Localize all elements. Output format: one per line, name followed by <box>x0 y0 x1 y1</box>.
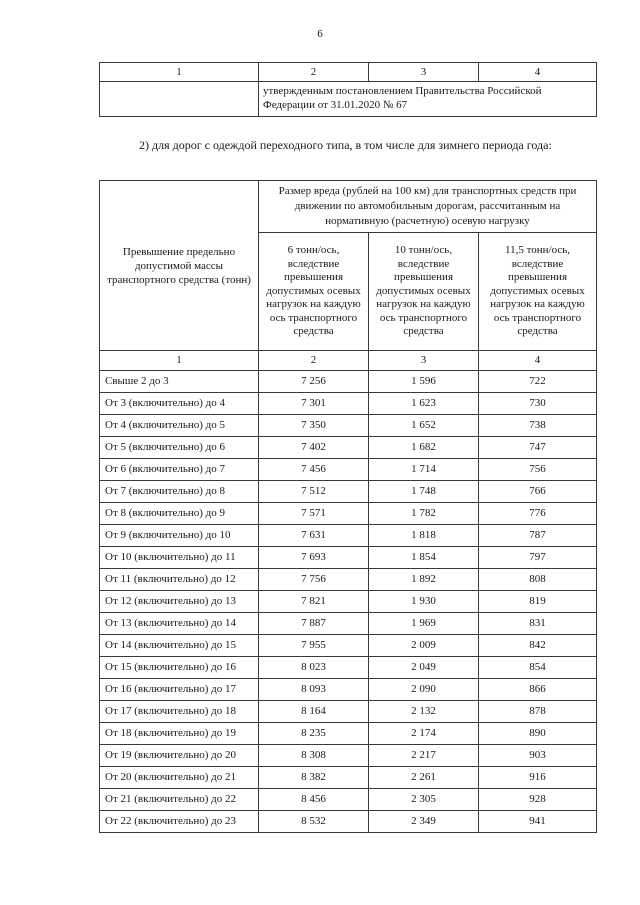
header-cell-mass-excess: Превышение предельно допустимой массы транспортного средства (тонн) <box>100 181 259 351</box>
value-cell-11_5t: 787 <box>479 525 597 547</box>
value-cell-6t: 7 693 <box>259 547 369 569</box>
value-cell-11_5t: 738 <box>479 415 597 437</box>
table-row <box>100 745 597 767</box>
value-cell-11_5t: 854 <box>479 657 597 679</box>
value-cell-6t: 7 821 <box>259 591 369 613</box>
table-row <box>100 679 597 701</box>
value-cell-6t: 7 955 <box>259 635 369 657</box>
value-cell-6t: 7 756 <box>259 569 369 591</box>
mass-range-cell: От 17 (включительно) до 18 <box>100 701 259 723</box>
table-body <box>100 371 597 833</box>
header-cell-damage-amount: Размер вреда (рублей на 100 км) для транспортных средств при движении по автомобильным дорогам, рассчитанным на нормативную (расчетную) осевую нагрузку <box>259 181 597 233</box>
value-cell-6t: 7 512 <box>259 481 369 503</box>
mass-range-cell: От 12 (включительно) до 13 <box>100 591 259 613</box>
paragraph-item-2: 2) для дорог с одеждой переходного типа, в том числе для зимнего периода года: <box>139 138 552 152</box>
value-cell-10t: 2 261 <box>369 767 479 789</box>
table-row <box>100 437 597 459</box>
value-cell-11_5t: 928 <box>479 789 597 811</box>
value-cell-6t: 8 235 <box>259 723 369 745</box>
mass-range-cell: От 8 (включительно) до 9 <box>100 503 259 525</box>
value-cell-10t: 1 930 <box>369 591 479 613</box>
table-header-row <box>100 181 597 233</box>
value-cell-10t: 1 596 <box>369 371 479 393</box>
value-cell-6t: 7 256 <box>259 371 369 393</box>
empty-cell <box>100 82 259 117</box>
value-cell-11_5t: 747 <box>479 437 597 459</box>
value-cell-10t: 1 714 <box>369 459 479 481</box>
table-row <box>100 63 597 82</box>
page-number: 6 <box>317 28 323 40</box>
value-cell-6t: 8 456 <box>259 789 369 811</box>
column-number-cell: 4 <box>479 63 597 82</box>
value-cell-6t: 7 301 <box>259 393 369 415</box>
value-cell-6t: 7 631 <box>259 525 369 547</box>
value-cell-11_5t: 866 <box>479 679 597 701</box>
column-number-row <box>100 351 597 371</box>
column-number-cell: 3 <box>369 63 479 82</box>
table-row <box>100 371 597 393</box>
mass-range-cell: От 10 (включительно) до 11 <box>100 547 259 569</box>
value-cell-11_5t: 766 <box>479 481 597 503</box>
value-cell-11_5t: 842 <box>479 635 597 657</box>
value-cell-6t: 7 571 <box>259 503 369 525</box>
value-cell-11_5t: 797 <box>479 547 597 569</box>
table-row <box>100 613 597 635</box>
value-cell-11_5t: 756 <box>479 459 597 481</box>
value-cell-10t: 2 349 <box>369 811 479 833</box>
value-cell-10t: 2 090 <box>369 679 479 701</box>
continuation-text-cell: утвержденным постановлением Правительства Российской Федерации от 31.01.2020 № 67 <box>259 82 597 117</box>
continuation-table <box>99 62 597 117</box>
value-cell-10t: 1 854 <box>369 547 479 569</box>
table-row <box>100 525 597 547</box>
value-cell-10t: 2 305 <box>369 789 479 811</box>
value-cell-11_5t: 722 <box>479 371 597 393</box>
value-cell-10t: 1 748 <box>369 481 479 503</box>
value-cell-6t: 7 887 <box>259 613 369 635</box>
header-cell-axle-6t: 6 тонн/ось, вследствие превышения допустимых осевых нагрузок на каждую ось транспортного средства <box>259 233 369 351</box>
mass-range-cell: От 15 (включительно) до 16 <box>100 657 259 679</box>
table-row <box>100 415 597 437</box>
mass-range-cell: От 14 (включительно) до 15 <box>100 635 259 657</box>
mass-range-cell: Свыше 2 до 3 <box>100 371 259 393</box>
value-cell-10t: 2 009 <box>369 635 479 657</box>
value-cell-11_5t: 941 <box>479 811 597 833</box>
table-row <box>100 569 597 591</box>
value-cell-10t: 1 682 <box>369 437 479 459</box>
value-cell-6t: 8 023 <box>259 657 369 679</box>
mass-range-cell: От 4 (включительно) до 5 <box>100 415 259 437</box>
mass-range-cell: От 18 (включительно) до 19 <box>100 723 259 745</box>
value-cell-10t: 2 217 <box>369 745 479 767</box>
value-cell-6t: 7 350 <box>259 415 369 437</box>
mass-range-cell: От 9 (включительно) до 10 <box>100 525 259 547</box>
table-row <box>100 459 597 481</box>
mass-range-cell: От 16 (включительно) до 17 <box>100 679 259 701</box>
value-cell-6t: 8 093 <box>259 679 369 701</box>
table-row <box>100 657 597 679</box>
column-number-cell: 4 <box>479 351 597 371</box>
value-cell-11_5t: 819 <box>479 591 597 613</box>
value-cell-6t: 7 402 <box>259 437 369 459</box>
column-number-cell: 1 <box>100 351 259 371</box>
table-row <box>100 591 597 613</box>
value-cell-10t: 2 049 <box>369 657 479 679</box>
table-row <box>100 635 597 657</box>
value-cell-10t: 1 782 <box>369 503 479 525</box>
mass-range-cell: От 5 (включительно) до 6 <box>100 437 259 459</box>
value-cell-6t: 8 382 <box>259 767 369 789</box>
column-number-cell: 1 <box>100 63 259 82</box>
value-cell-10t: 1 652 <box>369 415 479 437</box>
value-cell-10t: 2 174 <box>369 723 479 745</box>
value-cell-10t: 1 892 <box>369 569 479 591</box>
mass-range-cell: От 19 (включительно) до 20 <box>100 745 259 767</box>
value-cell-11_5t: 878 <box>479 701 597 723</box>
table-row <box>100 767 597 789</box>
mass-range-cell: От 3 (включительно) до 4 <box>100 393 259 415</box>
value-cell-11_5t: 903 <box>479 745 597 767</box>
value-cell-11_5t: 890 <box>479 723 597 745</box>
table-row <box>100 82 597 117</box>
table-row <box>100 723 597 745</box>
value-cell-11_5t: 808 <box>479 569 597 591</box>
table-row <box>100 481 597 503</box>
mass-range-cell: От 6 (включительно) до 7 <box>100 459 259 481</box>
table-row <box>100 393 597 415</box>
column-number-cell: 2 <box>259 351 369 371</box>
table-row <box>100 547 597 569</box>
value-cell-10t: 1 969 <box>369 613 479 635</box>
value-cell-6t: 8 164 <box>259 701 369 723</box>
column-number-cell: 2 <box>259 63 369 82</box>
table-row <box>100 811 597 833</box>
value-cell-6t: 8 532 <box>259 811 369 833</box>
mass-range-cell: От 7 (включительно) до 8 <box>100 481 259 503</box>
column-number-cell: 3 <box>369 351 479 371</box>
damage-rate-table <box>99 180 597 833</box>
value-cell-6t: 8 308 <box>259 745 369 767</box>
value-cell-10t: 1 623 <box>369 393 479 415</box>
value-cell-10t: 2 132 <box>369 701 479 723</box>
value-cell-11_5t: 916 <box>479 767 597 789</box>
value-cell-11_5t: 730 <box>479 393 597 415</box>
table-row <box>100 789 597 811</box>
header-cell-axle-10t: 10 тонн/ось, вследствие превышения допустимых осевых нагрузок на каждую ось транспортного средства <box>369 233 479 351</box>
value-cell-6t: 7 456 <box>259 459 369 481</box>
mass-range-cell: От 20 (включительно) до 21 <box>100 767 259 789</box>
header-cell-axle-11_5t: 11,5 тонн/ось, вследствие превышения допустимых осевых нагрузок на каждую ось транспортного средства <box>479 233 597 351</box>
value-cell-10t: 1 818 <box>369 525 479 547</box>
value-cell-11_5t: 776 <box>479 503 597 525</box>
value-cell-11_5t: 831 <box>479 613 597 635</box>
mass-range-cell: От 21 (включительно) до 22 <box>100 789 259 811</box>
table-row <box>100 503 597 525</box>
mass-range-cell: От 11 (включительно) до 12 <box>100 569 259 591</box>
table-row <box>100 701 597 723</box>
mass-range-cell: От 13 (включительно) до 14 <box>100 613 259 635</box>
mass-range-cell: От 22 (включительно) до 23 <box>100 811 259 833</box>
